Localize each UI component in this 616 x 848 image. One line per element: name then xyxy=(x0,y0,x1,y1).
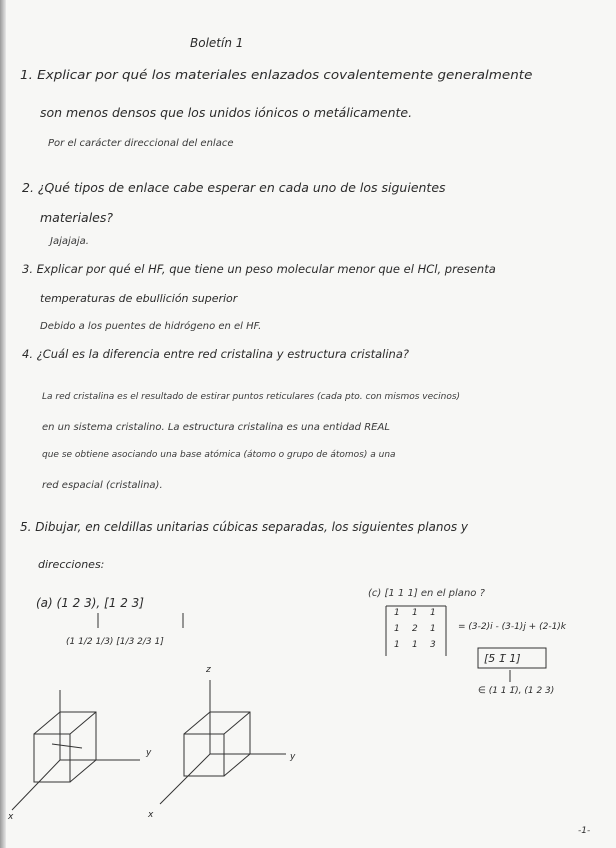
matrix-bars xyxy=(386,606,446,656)
question-5-part-a: (a) (1 2 3), [1 2 3] xyxy=(36,596,144,610)
question-4-line-1: 4. ¿Cuál es la diferencia entre red cristalina y estructura cristalina? xyxy=(22,347,409,361)
matrix-cell: 2 xyxy=(412,624,418,634)
matrix-cell: 1 xyxy=(430,608,436,618)
matrix-cell: 1 xyxy=(394,608,400,618)
question-1-answer: Por el carácter direccional del enlace xyxy=(48,138,234,149)
axis-label-y: y xyxy=(290,752,296,762)
question-5-line-1: 5. Dibujar, en celdillas unitarias cúbicas separadas, los siguientes planos y xyxy=(20,520,469,534)
question-3-line-1: 3. Explicar por qué el HF, que tiene un peso molecular menor que el HCl, presenta xyxy=(22,262,496,276)
question-4-answer-3: que se obtiene asociando una base atómica (átomo o grupo de átomos) a una xyxy=(42,450,396,460)
question-1-line-2: son menos densos que los unidos iónicos o metálicamente. xyxy=(40,105,413,120)
matrix-cell: 3 xyxy=(430,640,436,650)
axis-label-x: x xyxy=(8,812,14,822)
question-5-part-c: (c) [1 1 1] en el plano ? xyxy=(368,588,485,599)
page-title: Boletín 1 xyxy=(190,36,244,50)
question-2-line-1: 2. ¿Qué tipos de enlace cabe esperar en cada uno de los siguientes xyxy=(22,180,446,195)
matrix-cell: 1 xyxy=(412,640,418,650)
question-3-answer: Debido a los puentes de hidrógeno en el HF. xyxy=(40,321,262,332)
unit-cell-cube-1 xyxy=(12,690,140,810)
axis-label-z: z xyxy=(206,665,211,675)
question-1-line-1: 1. Explicar por qué los materiales enlazados covalentemente generalmente xyxy=(20,67,533,82)
matrix-cell: 1 xyxy=(394,624,400,634)
unit-cell-cube-2 xyxy=(160,680,286,804)
matrix-cell: 1 xyxy=(430,624,436,634)
result-planes: ∈ (1 1 1̄), (1 2 3) xyxy=(478,686,555,696)
result-direction: [5 1̄ 1] xyxy=(484,652,521,665)
matrix-cell: 1 xyxy=(394,640,400,650)
result-box xyxy=(478,648,546,682)
arrows-part-a xyxy=(98,613,183,628)
question-2-answer: Jajajaja. xyxy=(50,236,89,247)
axis-label-y: y xyxy=(146,748,152,758)
matrix-cell: 1 xyxy=(412,608,418,618)
question-4-answer-4: red espacial (cristalina). xyxy=(42,480,163,491)
question-2-line-2: materiales? xyxy=(40,210,114,225)
question-3-line-2: temperaturas de ebullición superior xyxy=(40,292,238,305)
page-number: -1- xyxy=(578,826,591,836)
question-5-part-a-sub: (1 1/2 1/3) [1/3 2/3 1] xyxy=(66,637,164,647)
axis-label-x: x xyxy=(148,810,154,820)
determinant-formula: = (3-2)i - (3-1)j + (2-1)k xyxy=(458,622,567,632)
question-4-answer-2: en un sistema cristalino. La estructura cristalina es una entidad REAL xyxy=(42,422,390,433)
question-5-line-2: direcciones: xyxy=(38,558,105,571)
question-4-answer-1: La red cristalina es el resultado de estirar puntos reticulares (cada pto. con mismos vecinos) xyxy=(42,392,461,402)
